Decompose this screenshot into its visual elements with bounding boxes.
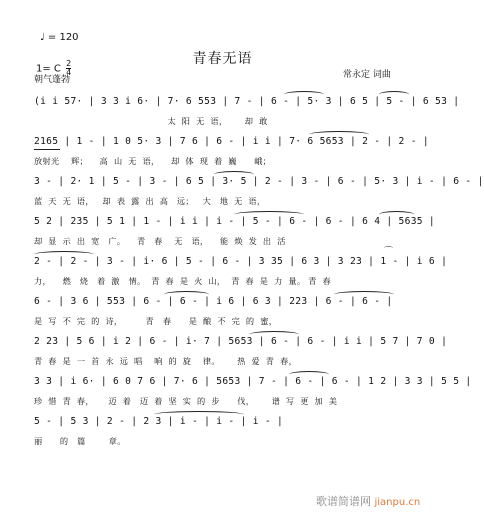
- lyrics-line: 青 春 是 一 首 永 远 唱 响 的 旋 律。 热 爱 青 春，: [34, 356, 298, 366]
- slur-mark: [309, 131, 369, 138]
- notation-line: 2 - | 2 - | 3 - | i· 6 | 5 - | 6 - | 3 35 | 6 3 | 3 23 | 1 - | i 6 |: [34, 256, 448, 267]
- lyrics-line: 蓝 天 无 语， 却 表 露 出 高 远； 大 地 无 语，: [34, 196, 266, 206]
- slur-mark: [164, 291, 209, 298]
- slur-mark: [379, 91, 409, 98]
- notation-line: 2 23 | 5 6 | i 2 | 6 - | i· 7 | 5653 | 6 - | 6 - | i i | 5 7 | 7 0 |: [34, 336, 448, 347]
- notation-line: 2165 | 1 - | 1 0 5· 3 | 7 6 | 6 - | i i | 7· 6 5653 | 2 - | 2 - |: [34, 136, 429, 147]
- lyrics-line: 放射光 辉； 高 山 无 语， 却 体 现 着 巍 峨；: [34, 156, 272, 166]
- composer-credit: 常永定 词曲: [343, 70, 391, 80]
- lyrics-line: 丽 的 篇 章。: [34, 436, 126, 446]
- tempo-marking: ♩ = 120: [40, 32, 79, 43]
- fermata-icon: ⌒: [384, 247, 394, 257]
- lyrics-line: 却 显 示 出 宽 广。 青 春 无 语， 能 焕 发 出 活: [34, 236, 286, 246]
- slur-mark: [334, 291, 394, 298]
- expression-marking: 朝气蓬勃: [34, 75, 71, 85]
- song-title: 青春无语: [192, 51, 253, 67]
- slur-mark: [234, 211, 304, 218]
- notation-line: 3 3 | i 6· | 6 0 7 6 | 7· 6 | 5653 | 7 - | 6 - | 6 - | 1 2 | 3 3 | 5 5 |: [34, 376, 472, 387]
- notation-line: 6 - | 3 6 | 553 | 6 - | 6 - | i 6 | 6 3 | 223 | 6 - | 6 - |: [34, 296, 393, 307]
- slur-mark: [379, 211, 414, 218]
- lyrics-line: 珍 惜 青 春， 迈 着 迈 着 坚 实 的 步 伐， 谱 写 更 加 美: [34, 396, 338, 406]
- notation-line: (i i 57· | 3 3 i 6· | 7· 6 553 | 7 - | 6 - | 5· 3 | 6 5 | 5 - | 6 53 |: [34, 96, 460, 107]
- site-watermark: [316, 493, 420, 509]
- slur-mark: [214, 171, 254, 178]
- lyrics-line: 力， 燃 烧 着 激 情。 青 春 是 火 山， 青 春 是 力 量。 青 春: [34, 276, 332, 286]
- beam-underline: [34, 149, 60, 150]
- notation-line: 5 2 | 235 | 5 1 | 1 - | i i | i - | 5 - | 6 - | 6 - | 6 4 | 5635 |: [34, 216, 436, 227]
- key-signature: 1= C $\frac{2}{4}$: [36, 59, 72, 77]
- lyrics-line: 太 阳 无 语， 却 敢: [34, 116, 268, 126]
- notation-line: 5 - | 5 3 | 2 - | 2 3 | i - | i - | i - |: [34, 416, 284, 427]
- time-signature: $\frac{2}{4}$: [66, 59, 72, 77]
- slur-mark: [249, 331, 299, 338]
- slur-mark: [154, 411, 244, 418]
- slur-mark: [289, 371, 329, 378]
- watermark-site-name: 歌谱简谱网: [316, 495, 371, 508]
- watermark-url: jianpu.cn: [374, 497, 421, 508]
- notation-line: 3 - | 2· 1 | 5 - | 3 - | 6 5 | 3· 5 | 2 - | 3 - | 6 - | 5· 3 | i - | 6 - |: [34, 176, 484, 187]
- slur-mark: [284, 91, 324, 98]
- lyrics-line: 是 写 不 完 的 诗， 青 春 是 酿 不 完 的 蜜，: [34, 316, 278, 326]
- slur-mark: [34, 251, 94, 258]
